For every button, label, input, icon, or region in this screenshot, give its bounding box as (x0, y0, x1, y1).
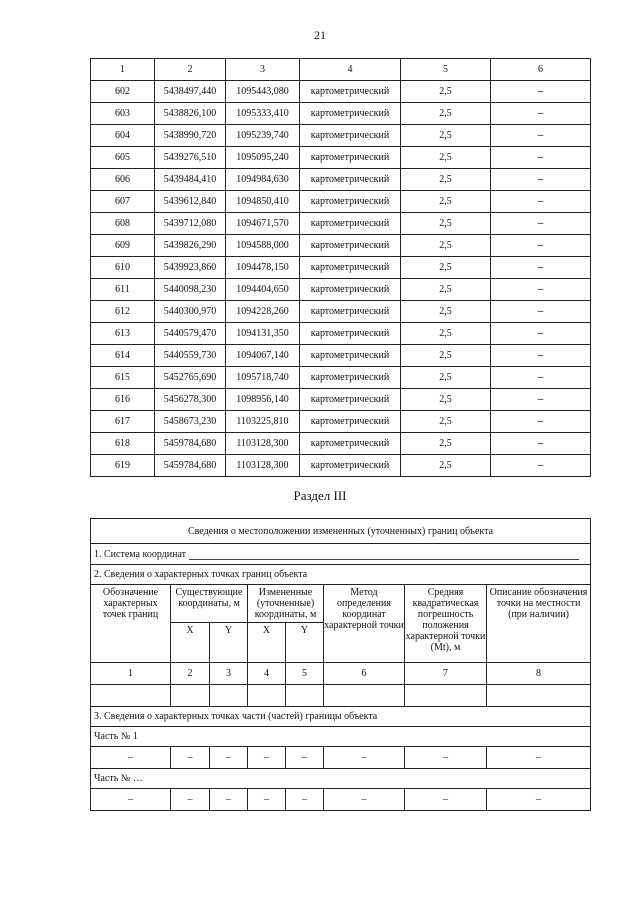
dash-cell: – (210, 747, 248, 769)
description: – (491, 455, 591, 477)
point-number: 604 (91, 125, 155, 147)
coord-system-label: 1. Система координат (94, 548, 187, 560)
coord-x: 5440579,470 (155, 323, 226, 345)
accuracy: 2,5 (401, 345, 491, 367)
part1-label: Часть № 1 (91, 727, 591, 747)
part-point-row (91, 789, 591, 811)
description: – (491, 213, 591, 235)
coord-y: 1094404,650 (226, 279, 300, 301)
method: картометрический (300, 81, 401, 103)
method: картометрический (300, 103, 401, 125)
coord-y: 1094588,000 (226, 235, 300, 257)
page-number: 21 (314, 28, 326, 42)
coord-system-blank (189, 549, 579, 560)
dash-cell: – (91, 747, 171, 769)
table-row (91, 235, 591, 257)
coord-y: 1094228,260 (226, 301, 300, 323)
dash-cell: – (286, 789, 324, 811)
table-row (91, 367, 591, 389)
coord-y: 1094850,410 (226, 191, 300, 213)
method: картометрический (300, 279, 401, 301)
column-number: 6 (491, 59, 591, 81)
coord-y: 1103128,300 (226, 455, 300, 477)
coord-x: 5458673,230 (155, 411, 226, 433)
table-row (91, 147, 591, 169)
description: – (491, 235, 591, 257)
coord-x: 5459784,680 (155, 455, 226, 477)
description: – (491, 169, 591, 191)
coord-x: 5440559,730 (155, 345, 226, 367)
dash-cell: – (324, 747, 405, 769)
method: картометрический (300, 257, 401, 279)
accuracy: 2,5 (401, 323, 491, 345)
part-point-row (91, 747, 591, 769)
header-designation: Обозначение характерных точек границ (91, 585, 171, 663)
coord-system-row (91, 544, 591, 565)
coord-x: 5439712,080 (155, 213, 226, 235)
header-accuracy: Средняя квадратическая погрешность положения характерной точки (Mt), м (405, 585, 487, 663)
dash-cell: – (171, 789, 210, 811)
accuracy: 2,5 (401, 235, 491, 257)
column-number: 5 (401, 59, 491, 81)
empty-cell (286, 685, 324, 707)
table-row (91, 323, 591, 345)
empty-cell (405, 685, 487, 707)
empty-cell (91, 685, 171, 707)
dash-cell: – (248, 747, 286, 769)
column-number: 2 (171, 663, 210, 685)
header-description: Описание обозначения точки на местности (при наличии) (487, 585, 591, 663)
method: картометрический (300, 301, 401, 323)
point-number: 613 (91, 323, 155, 345)
coord-x: 5452765,690 (155, 367, 226, 389)
table-row (91, 345, 591, 367)
dash-cell: – (286, 747, 324, 769)
description: – (491, 147, 591, 169)
method: картометрический (300, 367, 401, 389)
coord-y: 1094984,630 (226, 169, 300, 191)
changed-boundaries-table (90, 518, 591, 811)
dash-cell: – (210, 789, 248, 811)
coordinates-table (90, 58, 591, 477)
table2-title: Сведения о местоположении измененных (уточненных) границ объекта (91, 519, 591, 544)
method: картометрический (300, 147, 401, 169)
description: – (491, 323, 591, 345)
description: – (491, 257, 591, 279)
accuracy: 2,5 (401, 125, 491, 147)
table-row (91, 389, 591, 411)
dash-cell: – (324, 789, 405, 811)
coord-y: 1094067,140 (226, 345, 300, 367)
coord-y: 1103225,810 (226, 411, 300, 433)
accuracy: 2,5 (401, 279, 491, 301)
coord-x: 5438826,100 (155, 103, 226, 125)
description: – (491, 125, 591, 147)
method: картометрический (300, 169, 401, 191)
coord-y: 1095095,240 (226, 147, 300, 169)
coord-x: 5440098,230 (155, 279, 226, 301)
coord-y: 1094671,570 (226, 213, 300, 235)
coord-x: 5459784,680 (155, 433, 226, 455)
column-number: 4 (300, 59, 401, 81)
coord-y: 1095718,740 (226, 367, 300, 389)
accuracy: 2,5 (401, 389, 491, 411)
header-changed-y: Y (286, 623, 324, 663)
part2-label: Часть № … (91, 769, 591, 789)
description: – (491, 81, 591, 103)
accuracy: 2,5 (401, 191, 491, 213)
parts-label: 3. Сведения о характерных точках части (частей) границы объекта (91, 707, 591, 727)
point-number: 610 (91, 257, 155, 279)
accuracy: 2,5 (401, 455, 491, 477)
method: картометрический (300, 235, 401, 257)
point-number: 615 (91, 367, 155, 389)
dash-cell: – (405, 747, 487, 769)
accuracy: 2,5 (401, 147, 491, 169)
column-numbers-row (91, 663, 591, 685)
table-row (91, 411, 591, 433)
header-changed-x: X (248, 623, 286, 663)
table-row (91, 257, 591, 279)
point-number: 617 (91, 411, 155, 433)
method: картометрический (300, 455, 401, 477)
point-number: 602 (91, 81, 155, 103)
description: – (491, 191, 591, 213)
column-number: 1 (91, 59, 155, 81)
method: картометрический (300, 125, 401, 147)
header-existing: Существующие координаты, м (171, 585, 248, 623)
column-number: 7 (405, 663, 487, 685)
dash-cell: – (171, 747, 210, 769)
coord-y: 1095239,740 (226, 125, 300, 147)
point-number: 606 (91, 169, 155, 191)
dash-cell: – (487, 747, 591, 769)
table-header-row (91, 59, 591, 81)
dash-cell: – (487, 789, 591, 811)
table-row (91, 455, 591, 477)
accuracy: 2,5 (401, 367, 491, 389)
column-number: 3 (210, 663, 248, 685)
coord-x: 5438497,440 (155, 81, 226, 103)
table-row (91, 433, 591, 455)
table-row (91, 125, 591, 147)
accuracy: 2,5 (401, 81, 491, 103)
coord-y: 1103128,300 (226, 433, 300, 455)
description: – (491, 367, 591, 389)
point-number: 616 (91, 389, 155, 411)
description: – (491, 301, 591, 323)
accuracy: 2,5 (401, 213, 491, 235)
accuracy: 2,5 (401, 169, 491, 191)
method: картометрический (300, 433, 401, 455)
empty-cell (248, 685, 286, 707)
coord-y: 1094478,150 (226, 257, 300, 279)
table-row (91, 103, 591, 125)
point-number: 609 (91, 235, 155, 257)
description: – (491, 103, 591, 125)
header-changed: Измененные (уточненные) координаты, м (248, 585, 324, 623)
method: картометрический (300, 191, 401, 213)
table-row (91, 279, 591, 301)
coord-y: 1094131,350 (226, 323, 300, 345)
point-number: 619 (91, 455, 155, 477)
table-row (91, 191, 591, 213)
dash-cell: – (248, 789, 286, 811)
point-number: 611 (91, 279, 155, 301)
coord-x: 5439826,290 (155, 235, 226, 257)
description: – (491, 389, 591, 411)
column-number: 5 (286, 663, 324, 685)
column-number: 2 (155, 59, 226, 81)
points-label: 2. Сведения о характерных точках границ объекта (91, 565, 591, 585)
coord-y: 1095443,080 (226, 81, 300, 103)
point-number: 607 (91, 191, 155, 213)
table-row (91, 81, 591, 103)
coord-y: 1095333,410 (226, 103, 300, 125)
empty-cell (171, 685, 210, 707)
point-number: 612 (91, 301, 155, 323)
column-number: 4 (248, 663, 286, 685)
point-number: 605 (91, 147, 155, 169)
coord-x: 5439923,860 (155, 257, 226, 279)
description: – (491, 433, 591, 455)
header-method: Метод определения координат характерной точки (324, 585, 405, 663)
table-row (91, 169, 591, 191)
method: картометрический (300, 323, 401, 345)
coord-x: 5438990,720 (155, 125, 226, 147)
column-number: 8 (487, 663, 591, 685)
empty-cell (210, 685, 248, 707)
coord-x: 5456278,300 (155, 389, 226, 411)
accuracy: 2,5 (401, 433, 491, 455)
point-number: 614 (91, 345, 155, 367)
header-existing-y: Y (210, 623, 248, 663)
description: – (491, 411, 591, 433)
empty-cell (324, 685, 405, 707)
accuracy: 2,5 (401, 257, 491, 279)
column-number: 3 (226, 59, 300, 81)
coord-x: 5440300,970 (155, 301, 226, 323)
dash-cell: – (405, 789, 487, 811)
dash-cell: – (91, 789, 171, 811)
accuracy: 2,5 (401, 411, 491, 433)
table-row (91, 213, 591, 235)
description: – (491, 345, 591, 367)
column-number: 1 (91, 663, 171, 685)
coord-y: 1098956,140 (226, 389, 300, 411)
method: картометрический (300, 213, 401, 235)
description: – (491, 279, 591, 301)
point-number: 603 (91, 103, 155, 125)
accuracy: 2,5 (401, 301, 491, 323)
method: картометрический (300, 411, 401, 433)
empty-cell (487, 685, 591, 707)
table-row (91, 301, 591, 323)
section-title: Раздел III (293, 488, 347, 503)
column-number: 6 (324, 663, 405, 685)
point-number: 608 (91, 213, 155, 235)
method: картометрический (300, 345, 401, 367)
header-existing-x: X (171, 623, 210, 663)
coord-x: 5439484,410 (155, 169, 226, 191)
method: картометрический (300, 389, 401, 411)
accuracy: 2,5 (401, 103, 491, 125)
point-number: 618 (91, 433, 155, 455)
coord-x: 5439276,510 (155, 147, 226, 169)
coord-x: 5439612,840 (155, 191, 226, 213)
